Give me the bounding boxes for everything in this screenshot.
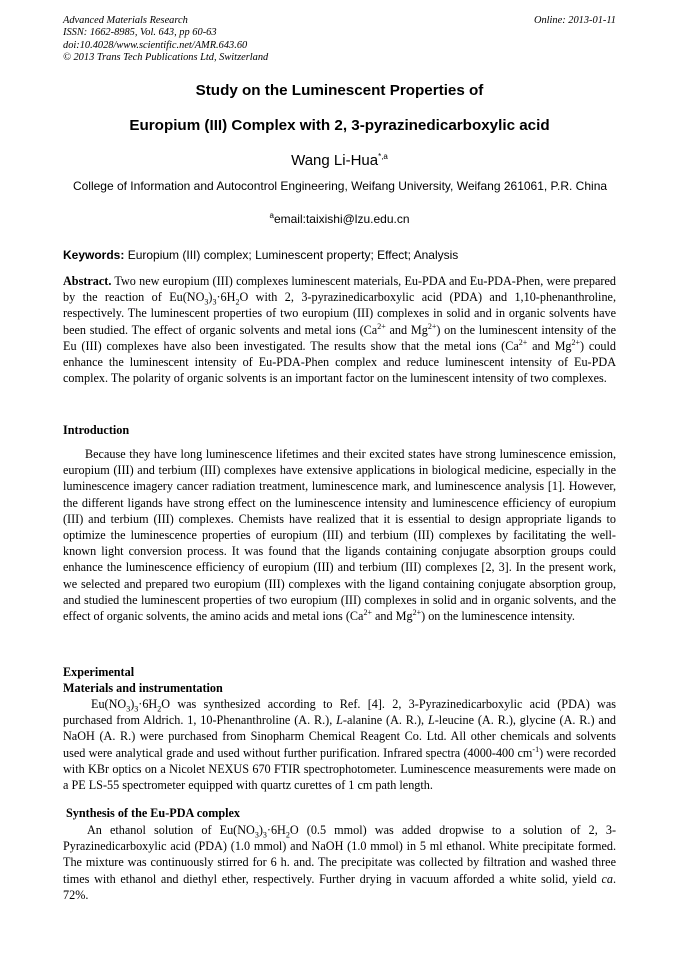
abstract-text: ) <box>208 290 213 305</box>
synthesis-text: ·6H <box>266 823 286 837</box>
materials-text: ) were recorded with KBr optics on a Nicolet NEXUS 670 FTIR spectrophotometer. Luminescence measurements were made on a PE LS-55 spectrometer equipped with quartz curettes of 1 cm path length. <box>63 745 616 793</box>
superscript: 2+ <box>571 337 581 347</box>
materials-paragraph <box>63 696 616 793</box>
abstract-paragraph <box>63 273 616 386</box>
subscript: 3 <box>254 830 259 840</box>
subscript: 2 <box>157 704 162 714</box>
superscript: 2+ <box>427 321 437 331</box>
materials-text: ) <box>130 697 135 711</box>
abstract-text: ·6H <box>216 290 236 305</box>
keywords <box>63 248 616 262</box>
experimental-heading-block <box>63 664 223 696</box>
superscript: 2+ <box>412 607 422 617</box>
author-mark: *,a <box>378 152 388 161</box>
journal-name: Advanced Materials Research <box>63 15 188 26</box>
experimental-heading: Experimental <box>63 665 135 679</box>
paper-title-line-2: Europium (III) Complex with 2, 3-pyrazinedicarboxylic acid <box>129 117 550 134</box>
italic-text: L <box>336 713 343 728</box>
intro-text: ) on the luminescence intensity. <box>421 609 575 624</box>
author-line <box>63 152 616 169</box>
abstract-label: Abstract. <box>63 274 112 288</box>
abstract-text: ) on the luminescent intensity of the Eu (III) complexes have also been investigated. The results show that the metal ions (Ca <box>63 322 616 353</box>
author-name: Wang Li-Hua <box>291 152 379 169</box>
affiliation: College of Information and Autocontrol Engineering, Weifang University, Weifang 261061, P.R. China <box>72 179 608 193</box>
subscript: 3 <box>134 704 139 714</box>
journal-issn: ISSN: 1662-8985, Vol. 643, pp 60-63 <box>63 27 217 39</box>
journal-header <box>63 15 616 65</box>
subscript: 3 <box>126 704 131 714</box>
journal-copyright: © 2013 Trans Tech Publications Ltd, Switzerland <box>63 52 269 64</box>
email-address: email:taixishi@lzu.edu.cn <box>273 212 410 226</box>
abstract-text: and Mg <box>385 322 428 337</box>
online-date: Online: 2013-01-11 <box>533 15 616 26</box>
introduction-heading: Introduction <box>63 423 130 437</box>
abstract-text: and Mg <box>527 338 572 353</box>
abstract-text: Two new europium (III) complexes luminescent materials, Eu-PDA and Eu-PDA-Phen, were prepared by the reaction of Eu(NO <box>63 274 616 305</box>
email-mark: a <box>269 211 274 220</box>
italic-text: L <box>427 713 435 728</box>
paper-title-line-1: Study on the Luminescent Properties of <box>195 82 484 99</box>
materials-text: -alanine (A. R.), <box>342 713 428 728</box>
intro-text: and Mg <box>371 609 413 624</box>
subscript: 3 <box>212 297 217 307</box>
synthesis-text: . 72%. <box>63 871 616 902</box>
email-line <box>63 212 616 226</box>
materials-text: -leucine (A. R.), glycine (A. R.) and NaOH (A. R.) were purchased from Sinopharm Chemical Reagent Co. Ltd. All other chemicals and solvents used were analytical grade and used without further purification. Infrared spectra (4000-400 cm <box>63 713 617 760</box>
abstract-text: ) could enhance the luminescent intensity of Eu-PDA-Phen complex and reduce luminescent intensity of Eu-PDA complex. The polarity of organic solvents is an important factor on the luminescent intensity of two complexes. <box>63 338 616 386</box>
superscript: -1 <box>532 744 540 754</box>
synthesis-text: ) <box>258 823 263 837</box>
materials-text: Eu(NO <box>91 697 127 711</box>
superscript: 2+ <box>518 337 528 347</box>
superscript: 2+ <box>377 321 386 331</box>
keywords-label: Keywords: <box>63 248 125 262</box>
synthesis-text: O (0.5 mmol) was added dropwise to a solution of 2, 3-Pyrazinedicarboxylic acid (PDA) (1.0 mmol) and NaOH (1.0 mmol) in 5 ml ethanol. White precipitate formed. The mixture was continuously stirred for 6 h. and. The precipitate was collected by filtration and washed three times with ethanol and diethyl ether, respectively. Further drying in vacuum afforded a white solid, yield <box>63 823 617 886</box>
subscript: 3 <box>204 297 209 307</box>
synthesis-heading: Synthesis of the Eu-PDA complex <box>66 806 241 820</box>
introduction-paragraph <box>63 446 616 624</box>
materials-heading: Materials and instrumentation <box>63 681 223 695</box>
synthesis-text: An ethanol solution of Eu(NO <box>87 823 255 837</box>
abstract-text: O with 2, 3-pyrazinedicarboxylic acid (PDA) and 1,10-phenanthroline, respectively. The luminescent properties of two europium (III) complexes in solid and in organic solvents have been studied. The effect of organic solvents and metal ions (Ca <box>63 290 616 337</box>
materials-text: O was synthesized according to Ref. [4]. 2, 3-Pyrazinedicarboxylic acid (PDA) was purchased from Aldrich. 1, 10-Phenanthroline (A. R.), <box>63 697 616 728</box>
keywords-text: Europium (III) complex; Luminescent property; Effect; Analysis <box>124 248 459 262</box>
subscript: 2 <box>285 830 290 840</box>
italic-text: ca <box>601 871 613 886</box>
synthesis-paragraph <box>63 822 616 903</box>
subscript: 2 <box>235 297 240 307</box>
intro-text: Because they have long luminescence lifetimes and their excited states have strong luminescence emission, europium (III) and terbium (III) complexes have extensive applications in biological medicine, especially in the luminescence imagery cancer radiation treatment, luminescence mark, and luminescence analysis [1]. However, the different ligands have strong effect on the luminescence intensity and luminescence efficiency of europium (III) and terbium (III) complexes. Chemists have realized that it is essential to design appropriate ligands to optimize the luminescence properties of europium (III) and terbium (III) complexes by facilitating the well-known light conversion process. It was found that the ligands containing conjugate absorption groups could enhance the luminescence efficiency of europium (III) and terbium (III) complexes [2, 3]. In the present work, we selected and prepared two europium (III) complexes with the ligand containing conjugate absorption group, and studied the luminescent properties of two europium (III) complexes in solid and in organic solvents, and the effect of organic solvents, the amino acids and metal ions (Ca <box>63 447 616 624</box>
materials-text: ·6H <box>138 697 158 711</box>
journal-doi: doi:10.4028/www.scientific.net/AMR.643.60 <box>63 39 248 51</box>
superscript: 2+ <box>363 607 372 617</box>
subscript: 3 <box>262 830 267 840</box>
